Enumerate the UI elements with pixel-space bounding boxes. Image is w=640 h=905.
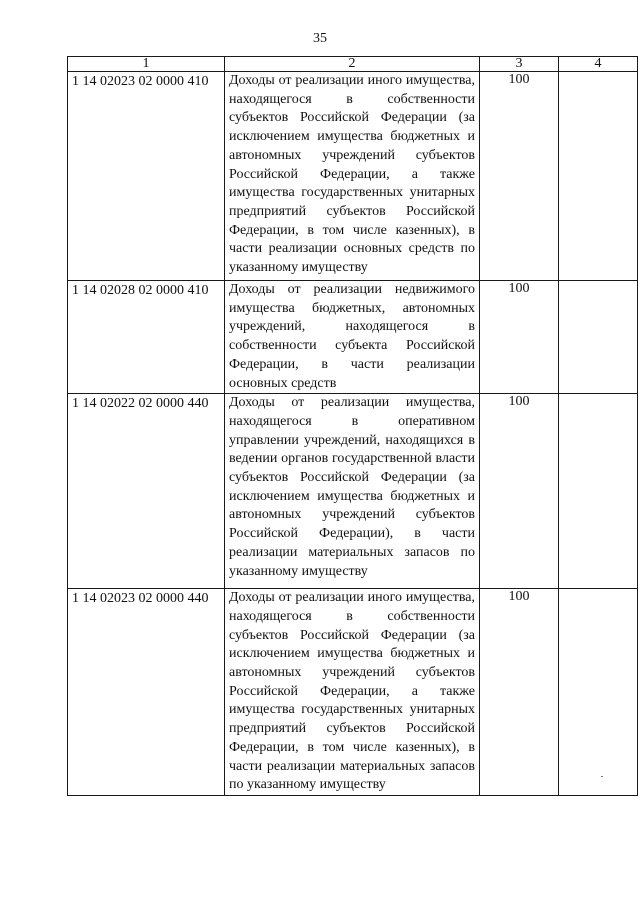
- revenue-value-cell: 100: [480, 394, 559, 589]
- table-row: [68, 72, 638, 281]
- revenue-value-cell: 100: [480, 589, 559, 796]
- revenue-value-cell: 100: [480, 281, 559, 394]
- revenue-extra-cell: [559, 281, 638, 394]
- revenue-description-cell: Доходы от реализации иного имущества, находящегося в собственности субъектов Российской Федерации (за исключением имущества бюджетных и автономных учреждений субъектов Российской Федерации, а также имущества государственных унитарных предприятий субъектов Российской Федерации, в том числе казенных), в части реализации основных средств по указанному имуществу: [225, 72, 480, 281]
- revenue-extra-cell: [559, 72, 638, 281]
- column-header-extra: 4: [559, 57, 638, 72]
- revenue-value-cell: 100: [480, 72, 559, 281]
- table-row: [68, 589, 638, 796]
- table-row: [68, 394, 638, 589]
- revenue-code-cell: 1 14 02022 02 0000 440: [68, 394, 225, 589]
- revenue-code-cell: 1 14 02023 02 0000 440: [68, 589, 225, 796]
- revenue-description-cell: Доходы от реализации имущества, находящегося в оперативном управлении учреждений, находящихся в ведении органов государственной власти субъектов Российской Федерации (за исключением имущества бюджетных и автономных учреждений субъектов Российской Федерации), в части реализации материальных запасов по указанному имуществу: [225, 394, 480, 589]
- revenue-extra-cell: [559, 589, 638, 796]
- column-header-value: 3: [480, 57, 559, 72]
- table-row: [68, 281, 638, 394]
- page-number: 35: [313, 31, 327, 46]
- revenue-code-cell: 1 14 02028 02 0000 410: [68, 281, 225, 394]
- revenue-extra-cell: [559, 394, 638, 589]
- scan-speck: [601, 776, 603, 777]
- table-header-row: [68, 57, 638, 72]
- revenue-description-cell: Доходы от реализации иного имущества, находящегося в собственности субъектов Российской Федерации (за исключением имущества бюджетных и автономных учреждений субъектов Российской Федерации, а также имущества государственных унитарных предприятий субъектов Российской Федерации, в том числе казенных), в части реализации материальных запасов по указанному имуществу: [225, 589, 480, 796]
- column-header-description: 2: [225, 57, 480, 72]
- revenue-code-cell: 1 14 02023 02 0000 410: [68, 72, 225, 281]
- budget-revenue-table: [67, 56, 638, 796]
- column-header-code: 1: [68, 57, 225, 72]
- revenue-description-cell: Доходы от реализации недвижимого имущества бюджетных, автономных учреждений, находящегося в собственности субъекта Российской Федерации, в части реализации основных средств: [225, 281, 480, 394]
